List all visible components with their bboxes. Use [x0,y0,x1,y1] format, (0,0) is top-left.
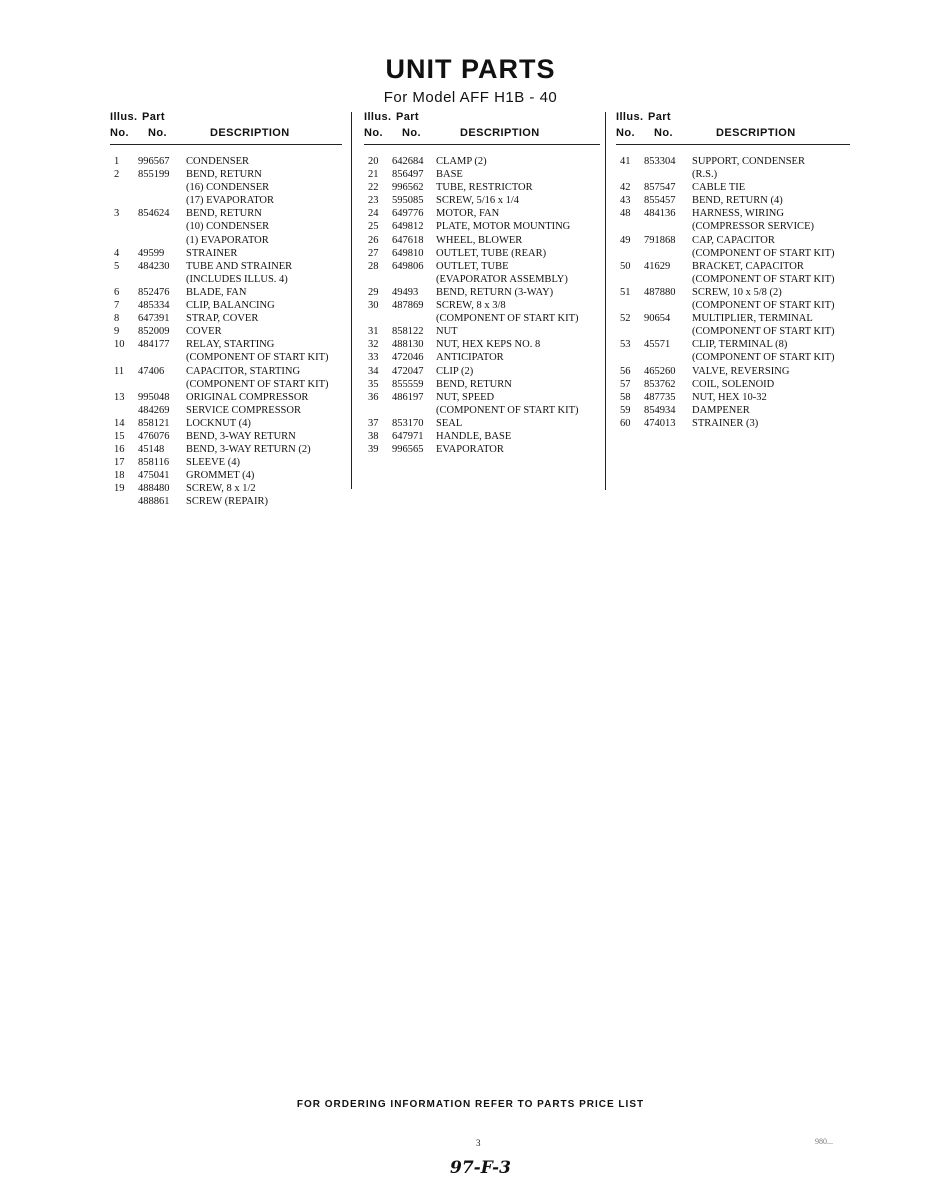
parts-row [364,207,600,220]
parts-row [616,286,850,299]
part-number: 474013 [644,417,676,429]
parts-row [364,391,600,404]
parts-row [364,273,600,286]
column-header [616,111,850,145]
parts-row [364,325,600,338]
illus-number: 48 [620,208,631,220]
parts-row [364,312,600,325]
part-description: SCREW (REPAIR) [186,496,268,508]
part-description: (17) EVAPORATOR [186,195,274,207]
header-illus: Illus. [364,111,392,123]
part-description: NUT, HEX 10-32 [692,391,767,403]
page-number: 3 [476,1138,481,1148]
illus-number: 24 [368,208,379,220]
part-description: (INCLUDES ILLUS. 4) [186,273,288,285]
part-number: 47406 [138,365,165,377]
parts-column-1 [110,111,342,509]
part-description: (COMPONENT OF START KIT) [186,352,329,364]
parts-row [110,443,342,456]
illus-number: 56 [620,365,631,377]
parts-row [616,234,850,247]
illus-number: 50 [620,260,631,272]
illus-number: 19 [114,483,125,495]
part-description: BEND, 3-WAY RETURN (2) [186,444,311,456]
parts-row [616,155,850,168]
parts-row [616,181,850,194]
part-description: BEND, RETURN [186,208,262,220]
illus-number: 11 [114,365,125,377]
part-number: 649812 [392,221,424,233]
part-number: 90654 [644,313,671,325]
illus-number: 21 [368,169,379,181]
illus-number: 37 [368,417,379,429]
part-description: (COMPONENT OF START KIT) [692,273,835,285]
part-description: (1) EVAPORATOR [186,234,269,246]
parts-row [364,220,600,233]
parts-row [616,351,850,364]
parts-row [110,456,342,469]
part-description: SCREW, 8 x 3/8 [436,300,506,312]
illus-number: 29 [368,286,379,298]
part-description: BEND, RETURN (3-WAY) [436,286,554,298]
part-description: TUBE AND STRAINER [186,260,293,272]
part-description: GROMMET (4) [186,470,255,482]
part-number: 488130 [392,339,424,351]
part-number: 475041 [138,470,170,482]
part-description: BEND, RETURN [436,378,512,390]
parts-row [364,286,600,299]
ordering-note: FOR ORDERING INFORMATION REFER TO PARTS PRICE LIST [296,1099,645,1110]
part-number: 41629 [644,260,671,272]
parts-row [110,260,342,273]
part-description: SLEEVE (4) [186,457,240,469]
part-number: 484136 [644,208,676,220]
part-description: (COMPONENT OF START KIT) [692,352,835,364]
part-number: 488861 [138,496,170,508]
parts-row [110,325,342,338]
part-description: CLIP, TERMINAL (8) [692,339,788,351]
part-description: CONDENSER [186,156,250,167]
part-number: 996562 [392,182,424,194]
part-number: 853304 [644,156,676,167]
illus-number: 42 [620,182,631,194]
part-description: (COMPONENT OF START KIT) [186,378,329,390]
part-number: 858121 [138,417,170,429]
illus-number: 1 [114,156,120,167]
part-number: 858122 [392,326,424,338]
part-number: 791868 [644,234,676,246]
part-description: NUT [436,326,458,338]
part-description: NUT, SPEED [436,391,495,403]
part-description: SEAL [436,417,463,429]
part-number: 487880 [644,286,676,298]
illus-number: 4 [114,247,120,259]
part-number: 484230 [138,260,170,272]
illus-number: 59 [620,404,631,416]
header-illus: Illus. [616,111,644,123]
parts-row [616,365,850,378]
parts-list [364,155,600,456]
part-number: 857547 [644,182,676,194]
parts-row [364,234,600,247]
part-description: NUT, HEX KEPS NO. 8 [436,339,541,351]
part-number: 649810 [392,247,424,259]
illus-number: 35 [368,378,379,390]
part-description: MULTIPLIER, TERMINAL [692,313,813,325]
part-number: 485334 [138,300,170,312]
header-rule [364,144,600,145]
part-number: 852476 [138,286,170,298]
illus-number: 60 [620,417,631,429]
parts-row [616,220,850,233]
column-divider-2 [605,112,606,490]
parts-row [616,378,850,391]
part-number: 852009 [138,326,170,338]
header-description: DESCRIPTION [716,127,796,139]
part-description: SCREW, 5/16 x 1/4 [436,195,520,207]
part-number: 649776 [392,208,424,220]
document-code: 980... [815,1137,833,1146]
illus-number: 36 [368,391,379,403]
part-number: 45148 [138,444,165,456]
illus-number: 8 [114,313,120,325]
column-header [110,111,342,145]
header-rule [110,144,342,145]
column-divider-1 [351,112,352,489]
part-number: 855199 [138,169,170,181]
parts-row [616,299,850,312]
part-description: COVER [186,326,222,338]
part-description: (COMPONENT OF START KIT) [692,326,835,338]
part-description: BLADE, FAN [186,286,247,298]
parts-row [364,365,600,378]
part-number: 465260 [644,365,676,377]
part-description: SERVICE COMPRESSOR [186,404,301,416]
illus-number: 7 [114,300,120,312]
parts-column-3 [616,111,850,430]
parts-column-2 [364,111,600,456]
parts-row [110,417,342,430]
illus-number: 10 [114,339,125,351]
illus-number: 32 [368,339,379,351]
illus-number: 6 [114,286,120,298]
part-description: SCREW, 8 x 1/2 [186,483,256,495]
part-description: COIL, SOLENOID [692,378,775,390]
parts-row [110,299,342,312]
part-number: 472046 [392,352,424,364]
header-rule [616,144,850,145]
illus-number: 18 [114,470,125,482]
part-number: 853762 [644,378,676,390]
part-description: WHEEL, BLOWER [436,234,523,246]
part-number: 642684 [392,156,424,167]
part-description: (EVAPORATOR ASSEMBLY) [436,273,568,285]
part-description: VALVE, REVERSING [692,365,790,377]
model-subtitle: For Model AFF H1B - 40 [383,89,558,106]
part-description: (COMPRESSOR SERVICE) [692,221,814,233]
part-number: 854934 [644,404,676,416]
header-description: DESCRIPTION [210,127,290,139]
part-number: 484269 [138,404,170,416]
part-number: 45571 [644,339,671,351]
illus-number: 30 [368,300,379,312]
part-description: SCREW, 10 x 5/8 (2) [692,286,782,298]
part-description: BRACKET, CAPACITOR [692,260,804,272]
parts-row [616,273,850,286]
illus-number: 57 [620,378,631,390]
part-number: 996567 [138,156,170,167]
part-description: STRAINER (3) [692,417,759,429]
part-number: 487735 [644,391,676,403]
parts-row [364,299,600,312]
parts-row [616,194,850,207]
parts-row [110,207,342,220]
part-description: BEND, 3-WAY RETURN [186,430,296,442]
illus-number: 23 [368,195,379,207]
part-description: CLIP (2) [436,365,474,377]
part-number: 49493 [392,286,419,298]
parts-row [110,273,342,286]
parts-row [364,351,600,364]
part-description: EVAPORATOR [436,444,504,456]
parts-row [364,155,600,168]
header-no-part: No. [148,127,167,139]
parts-row [616,417,850,430]
parts-row [364,443,600,456]
part-description: RELAY, STARTING [186,339,275,351]
part-description: HANDLE, BASE [436,430,512,442]
part-description: (R.S.) [692,169,718,181]
header-no-illus: No. [110,127,129,139]
illus-number: 28 [368,260,379,272]
part-description: (10) CONDENSER [186,221,270,233]
part-number: 476076 [138,430,170,442]
parts-row [110,365,342,378]
part-description: LOCKNUT (4) [186,417,251,429]
parts-row [110,286,342,299]
part-description: (COMPONENT OF START KIT) [692,300,835,312]
header-no-illus: No. [616,127,635,139]
parts-row [364,430,600,443]
illus-number: 3 [114,208,120,220]
parts-row [110,181,342,194]
part-description: (16) CONDENSER [186,182,270,194]
parts-row [110,495,342,508]
illus-number: 25 [368,221,379,233]
parts-row [110,391,342,404]
part-number: 996565 [392,444,424,456]
parts-row [110,378,342,391]
part-number: 855457 [644,195,676,207]
part-number: 472047 [392,365,424,377]
parts-row [364,338,600,351]
part-number: 484177 [138,339,170,351]
header-no-part: No. [654,127,673,139]
illus-number: 16 [114,444,125,456]
illus-number: 39 [368,444,379,456]
column-header [364,111,600,145]
illus-number: 13 [114,391,125,403]
illus-number: 15 [114,430,125,442]
parts-row [110,247,342,260]
illus-number: 31 [368,326,379,338]
parts-row [110,351,342,364]
part-description: CABLE TIE [692,182,746,194]
illus-number: 43 [620,195,631,207]
part-description: DAMPENER [692,404,750,416]
part-number: 647971 [392,430,424,442]
parts-row [364,194,600,207]
part-description: BEND, RETURN (4) [692,195,783,207]
part-description: (COMPONENT OF START KIT) [436,313,579,325]
illus-number: 33 [368,352,379,364]
part-description: ORIGINAL COMPRESSOR [186,391,309,403]
parts-row [110,404,342,417]
illus-number: 17 [114,457,125,469]
parts-row [110,155,342,168]
parts-row [110,338,342,351]
illus-number: 22 [368,182,379,194]
part-description: CAP, CAPACITOR [692,234,775,246]
header-illus: Illus. [110,111,138,123]
illus-number: 34 [368,365,379,377]
illus-number: 27 [368,247,379,259]
parts-row [110,482,342,495]
part-description: BASE [436,169,463,181]
parts-row [616,325,850,338]
part-number: 995048 [138,391,170,403]
illus-number: 53 [620,339,631,351]
part-description: MOTOR, FAN [436,208,500,220]
parts-row [110,312,342,325]
parts-row [110,430,342,443]
part-number: 856497 [392,169,424,181]
part-number: 488480 [138,483,170,495]
parts-row [616,404,850,417]
parts-row [364,168,600,181]
illus-number: 58 [620,391,631,403]
header-part: Part [648,111,671,123]
parts-list [110,155,342,509]
illus-number: 2 [114,169,120,181]
part-description: CLIP, BALANCING [186,300,275,312]
part-description: CAPACITOR, STARTING [186,365,301,377]
part-number: 853170 [392,417,424,429]
parts-row [110,234,342,247]
illus-number: 49 [620,234,631,246]
parts-row [616,260,850,273]
parts-row [364,404,600,417]
part-description: PLATE, MOTOR MOUNTING [436,221,571,233]
parts-row [364,417,600,430]
part-number: 858116 [138,457,170,469]
part-description: (COMPONENT OF START KIT) [692,247,835,259]
part-description: BEND, RETURN [186,169,262,181]
illus-number: 20 [368,156,379,167]
part-description: CLAMP (2) [436,156,487,167]
part-description: HARNESS, WIRING [692,208,784,220]
handwritten-note: 97-F-3 [450,1158,511,1178]
parts-row [616,247,850,260]
part-description: TUBE, RESTRICTOR [436,182,533,194]
parts-row [616,207,850,220]
part-description: SUPPORT, CONDENSER [692,156,805,167]
part-number: 855559 [392,378,424,390]
part-number: 486197 [392,391,424,403]
parts-row [616,338,850,351]
header-part: Part [142,111,165,123]
parts-row [110,469,342,482]
header-no-part: No. [402,127,421,139]
page-title: UNIT PARTS [385,54,556,84]
part-description: STRAINER [186,247,238,259]
parts-row [364,378,600,391]
part-number: 854624 [138,208,170,220]
parts-row [110,168,342,181]
parts-list [616,155,850,430]
parts-row [616,312,850,325]
illus-number: 5 [114,260,120,272]
part-description: (COMPONENT OF START KIT) [436,404,579,416]
header-no-illus: No. [364,127,383,139]
parts-row [110,220,342,233]
illus-number: 26 [368,234,379,246]
header-description: DESCRIPTION [460,127,540,139]
part-number: 647618 [392,234,424,246]
parts-row [616,168,850,181]
parts-row [110,194,342,207]
part-number: 487869 [392,300,424,312]
part-number: 649806 [392,260,424,272]
illus-number: 9 [114,326,120,338]
part-number: 595085 [392,195,424,207]
illus-number: 14 [114,417,125,429]
part-description: OUTLET, TUBE (REAR) [436,247,547,259]
parts-row [364,181,600,194]
part-number: 647391 [138,313,170,325]
header-part: Part [396,111,419,123]
part-description: STRAP, COVER [186,313,259,325]
part-description: ANTICIPATOR [436,352,504,364]
illus-number: 41 [620,156,631,167]
parts-row [364,247,600,260]
parts-row [616,391,850,404]
illus-number: 51 [620,286,631,298]
illus-number: 52 [620,313,631,325]
illus-number: 38 [368,430,379,442]
part-number: 49599 [138,247,165,259]
part-description: OUTLET, TUBE [436,260,509,272]
parts-row [364,260,600,273]
